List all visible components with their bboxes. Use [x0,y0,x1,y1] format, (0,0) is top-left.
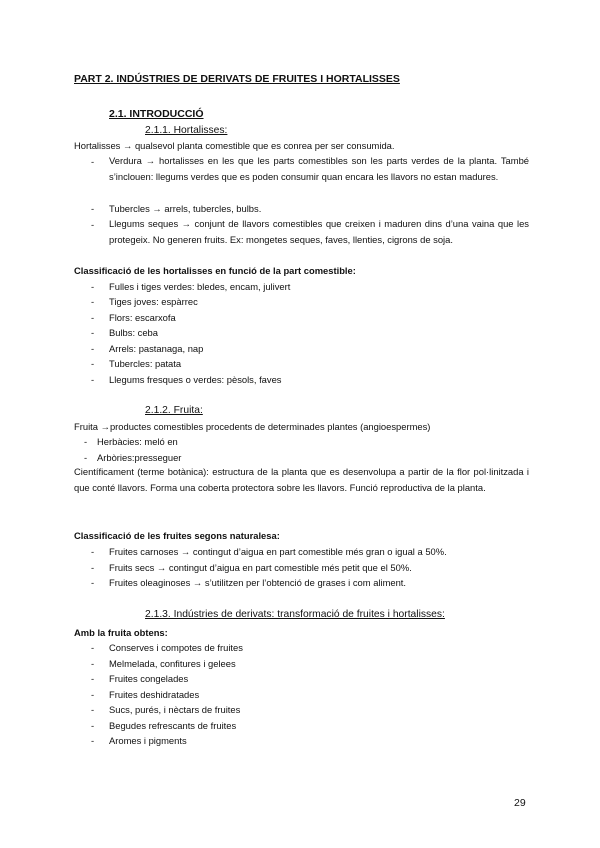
list-item: Herbàcies: meló en [97,436,178,447]
section-2-1-2-heading: 2.1.2. Fruita: [145,405,203,416]
list-item: Fruites carnoses → contingut d’aigua en part comestible més gran o igual a 50%. [109,546,447,557]
bullet-dash: - [91,219,95,230]
page-number: 29 [514,797,526,809]
list-item: Flors: escarxofa [109,312,176,323]
bullet-dash: - [91,312,95,323]
list-item: Fulles i tiges verdes: bledes, encam, julivert [109,281,291,292]
list-item: Fruites congelades [109,673,189,684]
bullet-dash: - [91,374,95,385]
bullet-dash: - [91,343,95,354]
bullet-dash: - [91,296,95,307]
list-item: Sucs, purés, i nèctars de fruites [109,704,241,715]
list-item: Llegums fresques o verdes: pèsols, faves [109,374,282,385]
bullet-dash: - [91,658,95,669]
hortalisses-definition: Hortalisses → qualsevol planta comestible que es conrea per ser consumida. [74,140,395,151]
fruita-definition: Fruita →productes comestibles procedents de determinades plantes (angioespermes) [74,421,431,432]
page-title: PART 2. INDÚSTRIES DE DERIVATS DE FRUITES I HORTALISSES [74,73,400,85]
list-item: Llegums seques → conjunt de llavors comestibles que creixen i maduren dins d’una vaina que les protegeix. No generen fruits. Ex: mongetes seques, faves, llenties, cigrons de soja. [109,218,529,245]
bullet-dash: - [91,546,95,557]
bullet-dash: - [91,358,95,369]
list-item: Fruites oleaginoses → s’utilitzen per l’obtenció de grases i com aliment. [109,577,407,588]
list-item: Tubercles → arrels, tubercles, bulbs. [109,203,262,214]
bullet-dash: - [91,673,95,684]
list-item: Arbòries:presseguer [97,452,182,463]
classif-hortalisses-heading: Classificació de les hortalisses en funció de la part comestible: [74,265,356,276]
list-item: Tubercles: patata [109,358,182,369]
bullet-dash: - [91,720,95,731]
list-item: Melmelada, confitures i gelees [109,658,236,669]
list-item: Tiges joves: espàrrec [109,296,198,307]
section-2-1-3-heading: 2.1.3. Indústries de derivats: transformació de fruites i hortalisses: [145,609,445,620]
fruita-scientific-paragraph: Científicament (terme botànica): estructura de la planta que es desenvolupa a partir de la flor pol·linitzada i que conté llavors. Forma una coberta protectora sobre les llavors. Funció reproductiva de la planta. [74,466,529,493]
bullet-dash: - [91,577,95,588]
list-item: Fruits secs → contingut d’aigua en part comestible més petit que el 50%. [109,562,412,573]
bullet-dash: - [91,735,95,746]
bullet-dash: - [91,281,95,292]
list-item: Conserves i compotes de fruites [109,642,243,653]
list-item: Verdura → hortalisses en les que les parts comestibles son les parts verdes de la planta. També s’inclouen: llegums verdes que es poden consumir quan encara les llavors no estan madures. [109,155,529,182]
bullet-dash: - [91,642,95,653]
list-item: Arrels: pastanaga, nap [109,343,204,354]
bullet-dash: - [91,562,95,573]
bullet-dash: - [91,327,95,338]
list-item: Begudes refrescants de fruites [109,720,237,731]
section-2-1-heading: 2.1. INTRODUCCIÓ [109,108,204,120]
classif-fruites-heading: Classificació de les fruites segons naturalesa: [74,530,280,541]
bullet-dash: - [91,203,95,214]
bullet-dash: - [91,704,95,715]
bullet-dash: - [91,156,95,167]
list-item: Aromes i pigments [109,735,187,746]
section-2-1-1-heading: 2.1.1. Hortalisses: [145,125,228,136]
bullet-dash: - [84,436,88,447]
bullet-dash: - [84,452,88,463]
list-item: Bulbs: ceba [109,327,158,338]
bullet-dash: - [91,689,95,700]
fruita-obtens-heading: Amb la fruita obtens: [74,627,168,638]
list-item: Fruites deshidratades [109,689,200,700]
